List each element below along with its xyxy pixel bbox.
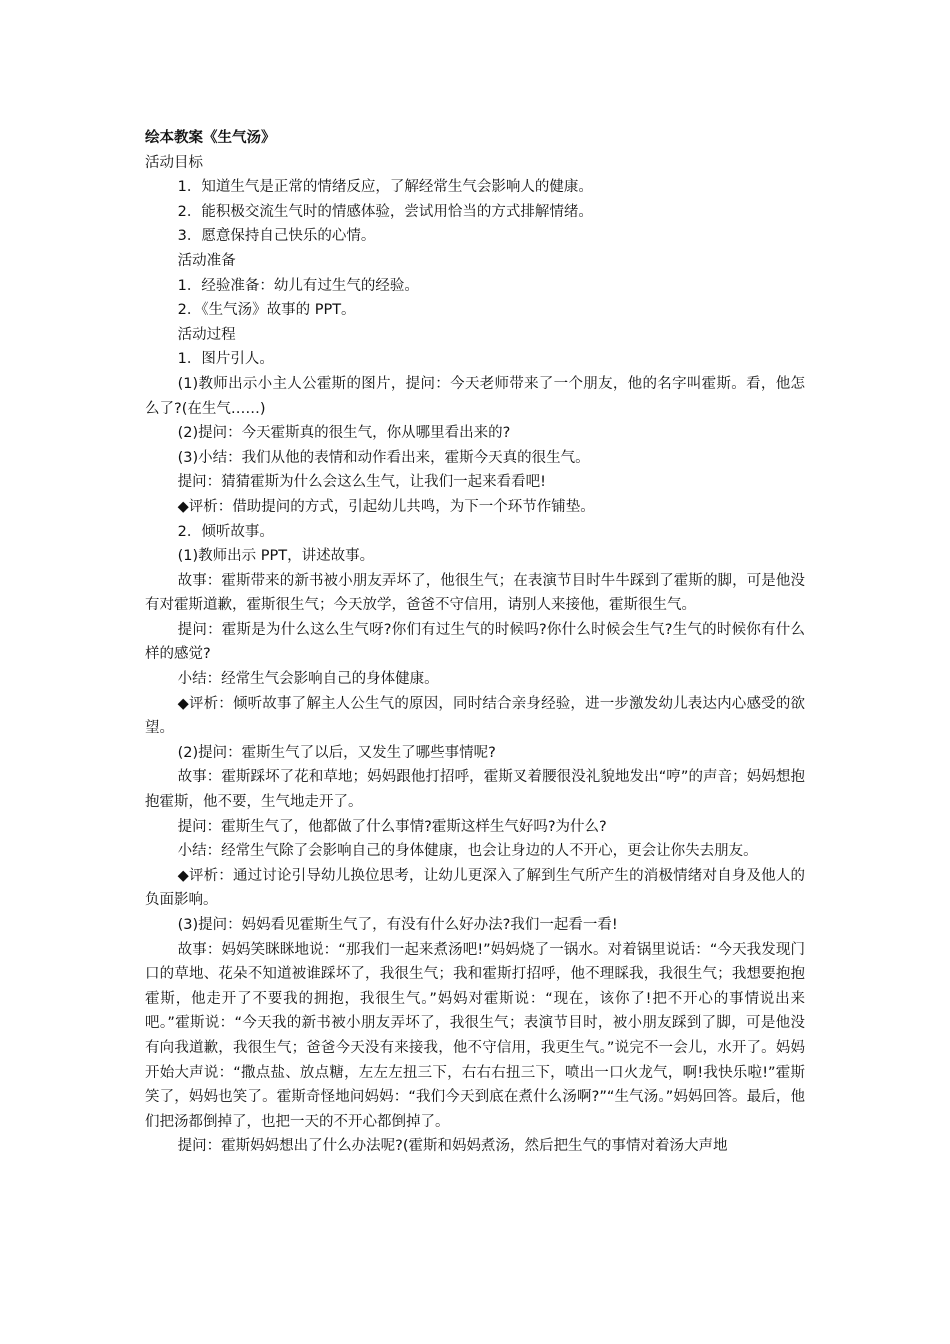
section-heading-process: 活动过程: [177, 326, 236, 343]
paragraph: 提问：霍斯妈妈想出了什么办法呢?(霍斯和妈妈煮汤，然后把生气的事情对着汤大声地: [177, 1138, 728, 1155]
story-paragraph: 故事：霍斯踩坏了花和草地；妈妈跟他打招呼，霍斯叉着腰很没礼貌地发出“哼”的声音；妈妈想抱抱霍斯，他不要，生气地走开了。: [145, 769, 805, 811]
story-paragraph: 故事：妈妈笑眯眯地说：“那我们一起来煮汤吧!”妈妈烧了一锅水。对着锅里说话：“今天我发现门口的草地、花朵不知道被谁踩坏了，我很生气；我和霍斯打招呼，他不理睬我，我很生气；我想要抱抱霍斯，他走开了不要我的拥抱，我很生气。”妈妈对霍斯说：“现在，该你了!把不开心的事情说出来吧。”霍斯说：“今天我的新书被小朋友弄坏了，我很生气；表演节目时，被小朋友踩到了脚，可是他没有向我道歉，我很生气；爸爸今天没有来接我，他不守信用，我更生气。”说完不一会儿，水开了。妈妈开始大声说：“撒点盐、放点糖，左左左扭三下，右右右扭三下，喷出一口火龙气，啊!我快乐啦!”霍斯笑了，妈妈也笑了。霍斯奇怪地问妈妈：“我们今天到底在煮什么汤啊?”“生气汤。”妈妈回答。最后，他们把汤都倒掉了，也把一天的不开心都倒掉了。: [145, 941, 805, 1130]
paragraph: (3)小结：我们从他的表情和动作看出来，霍斯今天真的很生气。: [177, 449, 590, 466]
process-step-2: 2．倾听故事。: [177, 523, 274, 540]
prep-item-1: 1．经验准备：幼儿有过生气的经验。: [177, 277, 419, 294]
prep-item-2: 2．《生气汤》故事的 PPT。: [177, 302, 356, 319]
story-paragraph: 故事：霍斯带来的新书被小朋友弄坏了，他很生气；在表演节目时牛牛踩到了霍斯的脚，可是他没有对霍斯道歉，霍斯很生气；今天放学，爸爸不守信用，请别人来接他，霍斯很生气。: [145, 572, 805, 614]
document-title: 绘本教案《生气汤》: [145, 130, 276, 146]
paragraph: 提问：霍斯生气了，他都做了什么事情?霍斯这样生气好吗?为什么?: [177, 818, 607, 835]
paragraph: (1)教师出示 PPT，讲述故事。: [177, 548, 375, 565]
paragraph: (1)教师出示小主人公霍斯的图片，提问：今天老师带来了一个朋友，他的名字叫霍斯。看，他怎么了?(在生气……): [145, 375, 805, 417]
commentary-paragraph: ◆评析：通过讨论引导幼儿换位思考，让幼儿更深入了解到生气所产生的消极情绪对自身及他人的负面影响。: [145, 867, 805, 909]
paragraph: (2)提问：霍斯生气了以后，又发生了哪些事情呢?: [177, 744, 496, 761]
section-heading-goals: 活动目标: [145, 154, 203, 171]
goal-item-2: 2．能积极交流生气时的情感体验，尝试用恰当的方式排解情绪。: [177, 203, 593, 220]
paragraph: (2)提问：今天霍斯真的很生气，你从哪里看出来的?: [177, 425, 511, 442]
process-step-1: 1．图片引人。: [177, 351, 274, 368]
paragraph: 提问：霍斯是为什么这么生气呀?你们有过生气的时候吗?你什么时候会生气?生气的时候你有什么样的感觉?: [145, 621, 805, 663]
goal-item-3: 3．愿意保持自己快乐的心情。: [177, 228, 376, 245]
paragraph: (3)提问：妈妈看见霍斯生气了，有没有什么好办法?我们一起看一看!: [177, 917, 618, 933]
section-heading-prep: 活动准备: [177, 252, 236, 269]
paragraph: 小结：经常生气会影响自己的身体健康。: [177, 671, 439, 688]
paragraph: 小结：经常生气除了会影响自己的身体健康，也会让身边的人不开心，更会让你失去朋友。: [177, 843, 758, 860]
goal-item-1: 1．知道生气是正常的情绪反应，了解经常生气会影响人的健康。: [177, 179, 593, 196]
paragraph: 提问：猜猜霍斯为什么会这么生气，让我们一起来看看吧!: [177, 474, 546, 491]
commentary-paragraph: ◆评析：借助提问的方式，引起幼儿共鸣，为下一个环节作铺垫。: [177, 498, 595, 515]
document-body: [145, 126, 805, 1159]
commentary-paragraph: ◆评析：倾听故事了解主人公生气的原因，同时结合亲身经验，进一步激发幼儿表达内心感受的欲望。: [145, 695, 805, 737]
